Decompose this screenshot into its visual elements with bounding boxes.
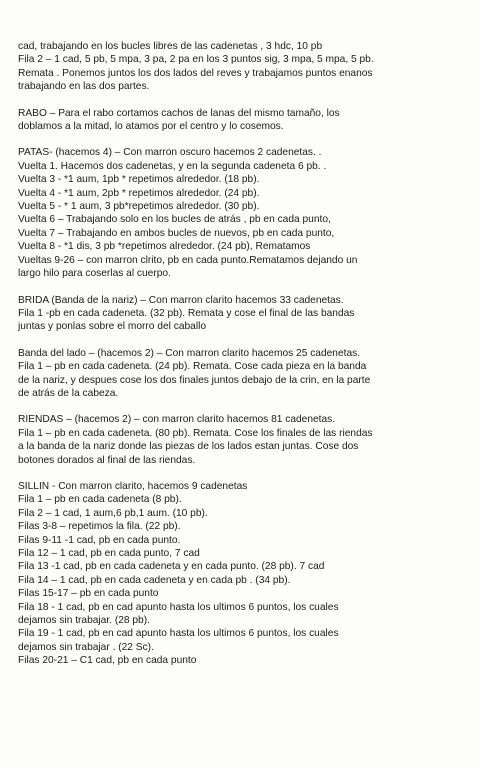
- section-heading-line: Banda del lado – (hacemos 2) – Con marron clarito hacemos 25 cadenetas.: [18, 347, 361, 359]
- text-line: Fila 1 – pb en cada cadeneta (8 pb).: [18, 494, 182, 506]
- text-line: Filas 15-17 – pb en cada punto: [18, 588, 159, 600]
- text-line: a la banda de la nariz donde las piezas de los lados estan juntas. Cose dos: [18, 441, 359, 453]
- text-line: Vuelta 1. Hacemos dos cadenetas, y en la segunda cadeneta 6 pb. .: [18, 160, 327, 172]
- text-line: Fila 13 -1 cad, pb en cada cadeneta y en cada punto. (28 pb). 7 cad: [18, 561, 325, 573]
- text-line: Fila 18 - 1 cad, pb en cad apunto hasta los ultimos 6 puntos, los cuales: [18, 601, 339, 613]
- text-line: largo hilo para coserlas al cuerpo.: [18, 268, 171, 280]
- text-line: Filas 3-8 – repetimos la fila. (22 pb).: [18, 521, 181, 533]
- text-line: Fila 2 – 1 cad, 5 pb, 5 mpa, 3 pa, 2 pa en los 3 puntos sig, 3 mpa, 5 mpa, 5 pb.: [18, 54, 374, 66]
- text-line: Fila 19 - 1 cad, pb en cad apunto hasta los ultimos 6 puntos, los cuales: [18, 628, 339, 640]
- pattern-text: [18, 40, 470, 681]
- section-head-end: [18, 40, 470, 94]
- section-sillin: [18, 480, 470, 668]
- text-line: Fila 1 – pb en cada cadeneta. (24 pb). Remata. Cose cada pieza en la banda: [18, 361, 367, 373]
- section-heading-line: RIENDAS – (hacemos 2) – con marron clarito hacemos 81 cadenetas.: [18, 414, 336, 426]
- text-line: trabajando en las dos partes.: [18, 81, 150, 93]
- text-line: Vuelta 5 - * 1 aum, 3 pb*repetimos alrededor. (30 pb).: [18, 201, 260, 213]
- section-riendas: [18, 413, 470, 467]
- text-line: Fila 12 – 1 cad, pb en cada punto, 7 cad: [18, 548, 200, 559]
- text-line: dejamos sin trabajar . (22 Sc).: [18, 641, 154, 653]
- text-line: Vuelta 7 – Trabajando en ambos bucles de nuevos, pb en cada punto,: [18, 227, 335, 239]
- text-line: de la nariz, y despues cose los dos finales juntos debajo de la crin, en la parte: [18, 374, 371, 386]
- section-banda-lado: [18, 347, 470, 401]
- text-line: Fila 2 – 1 cad, 1 aum,6 pb,1 aum. (10 pb).: [18, 507, 208, 519]
- text-line: botones dorados al final de las riendas.: [18, 454, 196, 466]
- section-brida: [18, 294, 470, 334]
- text-line: juntas y ponlas sobre el morro del caballo: [18, 321, 207, 333]
- text-line: Fila 1 -pb en cada cadeneta. (32 pb). Remata y cose el final de las bandas: [18, 307, 355, 319]
- text-line: de atrás de la cabeza.: [18, 387, 119, 399]
- text-line: Remata . Ponemos juntos los dos lados del reves y trabajamos puntos enanos: [18, 67, 373, 79]
- text-line: dejamos sin trabajar. (28 pb).: [18, 615, 150, 627]
- text-line: Filas 20-21 – C1 cad, pb en cada punto: [18, 655, 197, 667]
- text-line: Vuelta 4 - *1 aum, 2pb * repetimos alrededor. (24 pb).: [18, 187, 260, 199]
- section-heading-line: SILLIN - Con marron clarito, hacemos 9 cadenetas: [18, 480, 248, 492]
- section-heading-line: PATAS- (hacemos 4) – Con marron oscuro hacemos 2 cadenetas. .: [18, 147, 322, 159]
- text-line: cad, trabajando en los bucles libres de las cadenetas , 3 hdc, 10 pb: [18, 41, 323, 52]
- section-rabo: [18, 107, 470, 134]
- text-line: Vuelta 6 – Trabajando solo en los bucles de atrás , pb en cada punto,: [18, 214, 331, 226]
- text-line: Vueltas 9-26 – con marron clrito, pb en cada punto.Rematamos dejando un: [18, 254, 358, 266]
- text-line: Vuelta 8 - *1 dis, 3 pb *repetimos alrededor. (24 pb), Rematamos: [18, 241, 311, 253]
- section-patas: [18, 146, 470, 280]
- section-heading-line: BRIDA (Banda de la nariz) – Con marron clarito hacemos 33 cadenetas.: [18, 294, 344, 306]
- text-line: Fila 1 – pb en cada cadeneta. (80 pb). Remata. Cose los finales de las riendas: [18, 427, 373, 439]
- text-line: Vuelta 3 - *1 aum, 1pb * repetimos alrededor. (18 pb).: [18, 174, 260, 186]
- text-line: Filas 9-11 -1 cad, pb en cada punto.: [18, 534, 181, 546]
- text-line: Fila 14 – 1 cad, pb en cada cadeneta y en cada pb . (34 pb).: [18, 574, 291, 586]
- section-heading-line: RABO – Para el rabo cortamos cachos de lanas del mismo tamaño, los: [18, 107, 340, 119]
- text-line: doblamos a la mitad, lo atamos por el centro y lo cosemos.: [18, 121, 284, 133]
